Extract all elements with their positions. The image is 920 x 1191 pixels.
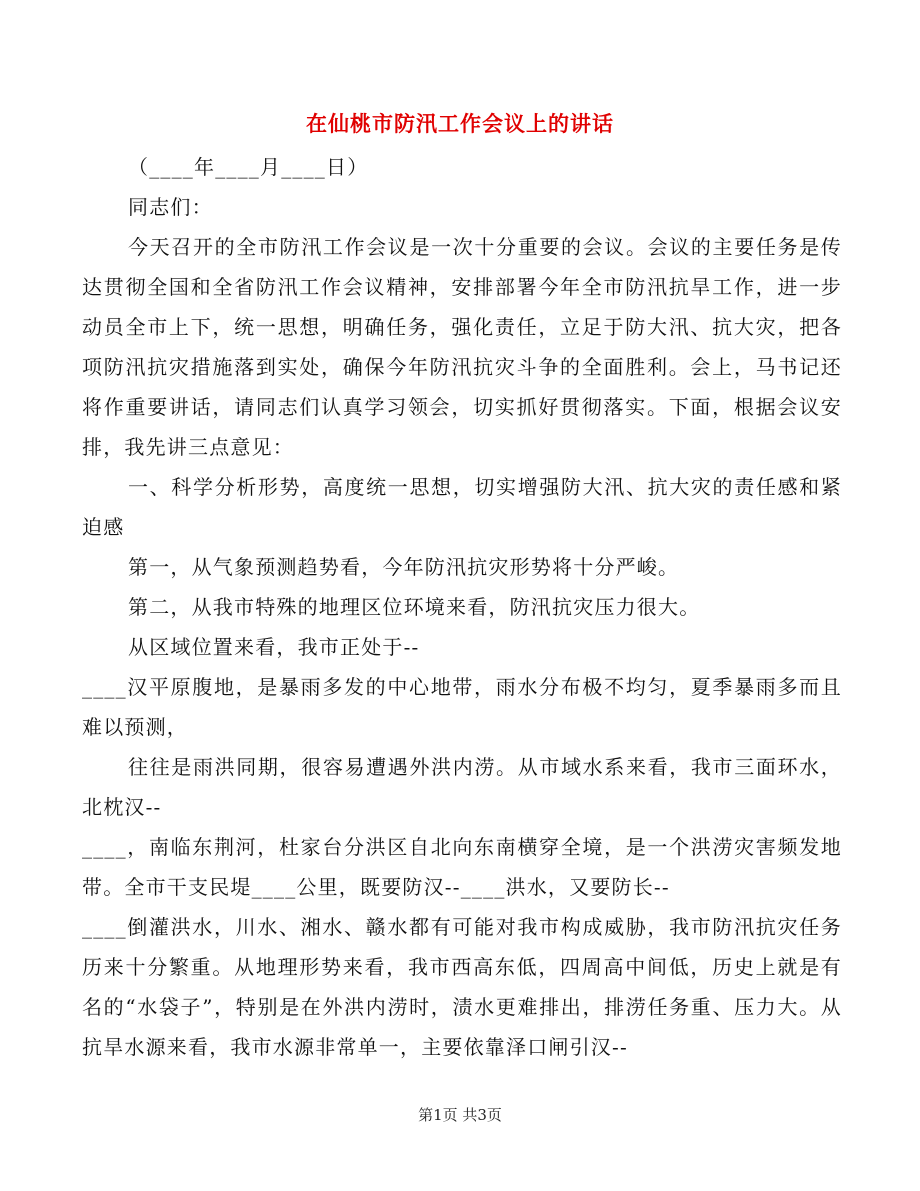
paragraph-water-system: 往往是雨洪同期，很容易遭遇外洪内涝。从市域水系来看，我市三面环水，北枕汉-- [82,755,842,819]
paragraph-backflow-risk: ____倒灌洪水，川水、湘水、赣水都有可能对我市构成威胁，我市防汛抗灾任务历来十分繁重。从地理形势来看，我市西高东低，四周高中间低，历史上就是有名的“水袋子”，特别是在外洪内涝时，渍水更难排出，排涝任务重、压力大。从抗旱水源来看，我市水源非常单一，主要依靠泽口闸引汉-- [82,915,842,1059]
section-heading-1: 一、科学分析形势，高度统一思想，切实增强防大汛、抗大灾的责任感和紧迫感 [82,475,842,539]
paragraph-plain-center: ____汉平原腹地，是暴雨多发的中心地带，雨水分布极不均匀，夏季暴雨多而且难以预测， [82,675,842,739]
paragraph-opening: 今天召开的全市防汛工作会议是一次十分重要的会议。会议的主要任务是传达贯彻全国和全省防汛工作会议精神，安排部署今年全市防汛抗旱工作，进一步动员全市上下，统一思想，明确任务，强化责任，立足于防大汛、抗大灾，把各项防汛抗灾措施落到实处，确保今年防汛抗灾斗争的全面胜利。会上，马书记还将作重要讲话，请同志们认真学习领会，切实抓好贯彻落实。下面，根据会议安排，我先讲三点意见： [82,235,842,459]
page-indicator: 第1页 共3页 [418,1106,502,1124]
paragraph-river-boundaries: ____，南临东荆河，杜家台分洪区自北向东南横穿全境，是一个洪涝灾害频发地带。全市干支民堤____公里，既要防汉--____洪水，又要防长-- [82,835,842,899]
paragraph-second-point: 第二，从我市特殊的地理区位环境来看，防汛抗灾压力很大。 [128,595,701,619]
paragraph-salutation: 同志们： [128,195,213,219]
date-line: （____年____月____日） [128,155,369,179]
document-title: 在仙桃市防汛工作会议上的讲话 [306,112,614,136]
paragraph-region-location: 从区域位置来看，我市正处于-- [128,635,420,659]
paragraph-first-point: 第一，从气象预测趋势看，今年防汛抗灾形势将十分严峻。 [128,555,680,579]
document-body [82,147,842,1067]
